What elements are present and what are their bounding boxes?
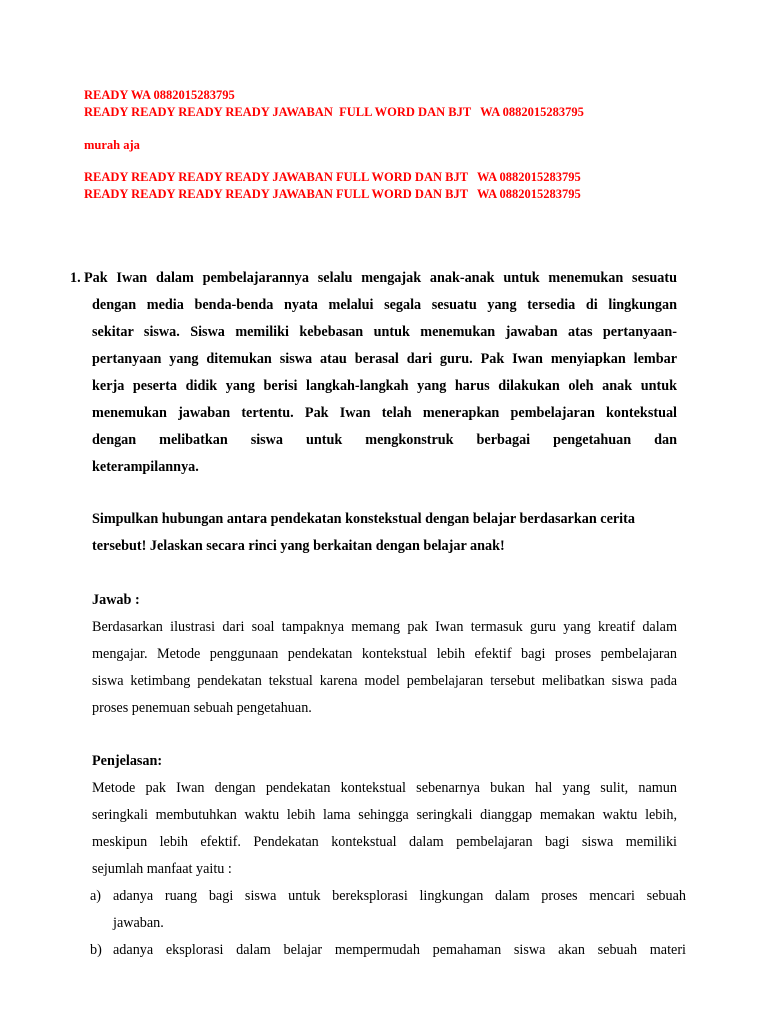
explanation-line: sejumlah manfaat yaitu :	[92, 861, 232, 877]
list-item-text	[113, 883, 686, 937]
answer-line: proses penemuan sebuah pengetahuan.	[92, 700, 312, 716]
list-item	[90, 883, 686, 937]
explanation-line: seringkali membutuhkan waktu lebih lama sehingga seringkali dianggap memakan waktu lebih,	[92, 807, 677, 823]
question-line: dengan melibatkan siswa untuk mengkonstruk berbagai pengetahuan dan	[92, 432, 677, 448]
question-line: sekitar siswa. Siswa memiliki kebebasan untuk menemukan jawaban atas pertanyaan-	[92, 324, 677, 340]
list-item-line: adanya eksplorasi dalam belajar mempermudah pemahaman siswa akan sebuah materi	[113, 942, 686, 958]
explanation-line: Metode pak Iwan dengan pendekatan kontekstual sebenarnya bukan hal yang sulit, namun	[92, 780, 677, 796]
list-marker: b)	[90, 942, 102, 958]
question-instruction	[92, 506, 677, 560]
instruction-line: Simpulkan hubungan antara pendekatan konstekstual dengan belajar berdasarkan cerita	[92, 511, 635, 527]
question-line: keterampilannya.	[92, 459, 199, 475]
promo-line-4: READY READY READY READY JAWABAN FULL WORD DAN BJT WA 0882015283795	[84, 170, 581, 184]
list-item	[90, 937, 686, 964]
answer-line: siswa ketimbang pendekatan tekstual karena model pembelajaran tersebut melibatkan siswa pada	[92, 673, 677, 689]
explanation-line: meskipun lebih efektif. Pendekatan kontekstual dalam pembelajaran bagi siswa memiliki	[92, 834, 677, 850]
list-marker: a)	[90, 888, 102, 904]
answer-text	[92, 614, 677, 722]
list-item-text	[113, 937, 686, 964]
list-item-line: adanya ruang bagi siswa untuk bereksplorasi lingkungan dalam proses mencari sebuah	[113, 888, 686, 904]
promo-line-3: murah aja	[84, 138, 140, 152]
explanation-text	[92, 775, 677, 883]
instruction-line: tersebut! Jelaskan secara rinci yang berkaitan dengan belajar anak!	[92, 538, 505, 554]
answer-heading: Jawab :	[92, 592, 140, 608]
promo-line-1: READY WA 0882015283795	[84, 88, 235, 102]
question-line: kerja peserta didik yang berisi langkah-langkah yang harus dilakukan oleh anak untuk	[92, 378, 677, 394]
answer-line: Berdasarkan ilustrasi dari soal tampaknya memang pak Iwan termasuk guru yang kreatif dalam	[92, 619, 677, 635]
question-line: dengan media benda-benda nyata melalui segala sesuatu yang tersedia di lingkungan	[92, 297, 677, 313]
question-number: 1.	[70, 270, 81, 286]
question-line: Pak Iwan dalam pembelajarannya selalu mengajak anak-anak untuk menemukan sesuatu	[84, 270, 677, 286]
question-text	[84, 265, 677, 481]
answer-line: mengajar. Metode penggunaan pendekatan kontekstual lebih efektif bagi proses pembelajaran	[92, 646, 677, 662]
question-line: menemukan jawaban tertentu. Pak Iwan telah menerapkan pembelajaran kontekstual	[92, 405, 677, 421]
list-item-line: jawaban.	[113, 915, 164, 931]
question-line: pertanyaan yang ditemukan siswa atau berasal dari guru. Pak Iwan menyiapkan lembar	[92, 351, 677, 367]
explanation-heading: Penjelasan:	[92, 753, 163, 769]
promo-line-5: READY READY READY READY JAWABAN FULL WORD DAN BJT WA 0882015283795	[84, 187, 581, 201]
promo-line-2: READY READY READY READY JAWABAN FULL WORD DAN BJT WA 0882015283795	[84, 105, 584, 119]
